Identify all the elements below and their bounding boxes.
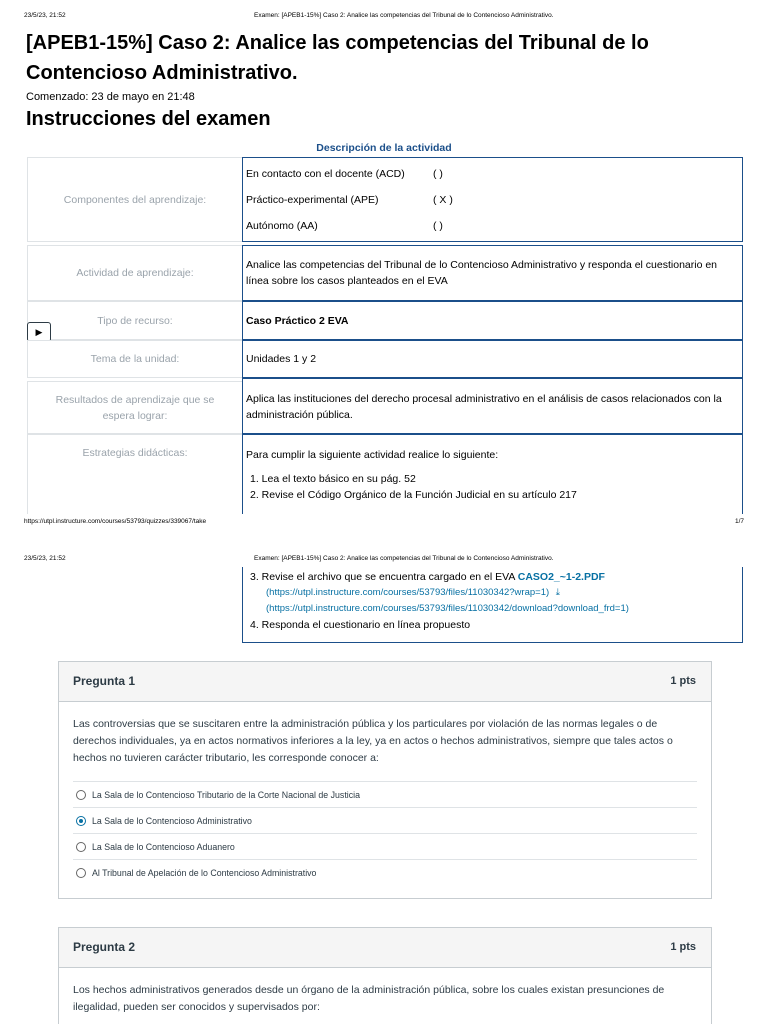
print-timestamp: 23/5/23, 21:52 bbox=[24, 12, 66, 19]
tema-label: Tema de la unidad: bbox=[27, 340, 242, 378]
estrategias-step: 1. Lea el texto básico en su pág. 52 bbox=[250, 473, 416, 485]
instructions-heading: Instrucciones del examen bbox=[26, 108, 271, 130]
componente-name: Autónomo (AA) bbox=[246, 220, 318, 232]
question-2 bbox=[58, 927, 712, 1024]
print-page-title: Examen: [APEB1-15%] Caso 2: Analice las competencias del Tribunal de lo Contencioso Administrativo. bbox=[254, 555, 554, 562]
estrategias-url-line bbox=[246, 601, 739, 617]
answer-label: Al Tribunal de Apelación de lo Contencioso Administrativo bbox=[92, 867, 317, 878]
question-text: Los hechos administrativos generados desde un órgano de la administración pública, sobre los cuales existan presunciones de ilegalidad, pueden ser conocidos y supervisados por: bbox=[73, 984, 665, 1013]
radio-button[interactable] bbox=[76, 842, 86, 852]
estrategias-step: 4. Responda el cuestionario en línea propuesto bbox=[250, 619, 471, 631]
answer-label: La Sala de lo Contencioso Administrativo bbox=[92, 815, 252, 826]
quiz-title-line2: Contencioso Administrativo. bbox=[26, 62, 298, 84]
componentes-value bbox=[242, 157, 743, 242]
question-points: 1 pts bbox=[670, 941, 696, 953]
answer-option[interactable] bbox=[73, 807, 697, 833]
componente-name: En contacto con el docente (ACD) bbox=[246, 168, 405, 180]
componente-row bbox=[246, 218, 739, 244]
quiz-title bbox=[26, 28, 726, 88]
question-points: 1 pts bbox=[670, 675, 696, 687]
estrategias-label: Estrategias didácticas: bbox=[27, 434, 242, 514]
download-icon[interactable]: ⤓ bbox=[555, 587, 560, 598]
estrategias-intro: Para cumplir la siguiente actividad realice lo siguiente: bbox=[246, 449, 499, 461]
question-text: Las controversias que se suscitaren entre la administración pública y los particulares por violación de las normas legales o de derechos individuales, ya en actos normativos inferiores a la ley, ya en actos o hechos administrativos, siempre que tales actos o hechos no tuvieren carácter tributario, les corresponde conocer a: bbox=[73, 718, 673, 764]
componente-name: Práctico-experimental (APE) bbox=[246, 194, 379, 206]
started-label: Comenzado: 23 de mayo en 21:48 bbox=[26, 91, 195, 103]
radio-button[interactable] bbox=[76, 868, 86, 878]
print-header-page2 bbox=[24, 555, 744, 565]
componente-mark: ( X ) bbox=[433, 194, 453, 206]
file-preview-link[interactable]: (https://utpl.instructure.com/courses/53793/files/11030342?wrap=1) bbox=[266, 587, 550, 598]
actividad-value: Analice las competencias del Tribunal de lo Contencioso Administrativo y responda el cuestionario en línea sobre los casos planteados en el EVA bbox=[242, 245, 743, 301]
componente-row bbox=[246, 166, 739, 192]
answer-option[interactable] bbox=[73, 833, 697, 859]
componente-mark: ( ) bbox=[433, 168, 443, 180]
question-1 bbox=[58, 661, 712, 899]
question-title: Pregunta 2 bbox=[73, 940, 136, 954]
resultados-label: Resultados de aprendizaje que se espera lograr: bbox=[27, 381, 242, 434]
question-title: Pregunta 1 bbox=[73, 674, 136, 688]
answer-option[interactable] bbox=[73, 859, 697, 885]
answer-label: La Sala de lo Contencioso Aduanero bbox=[92, 841, 235, 852]
radio-button[interactable] bbox=[76, 790, 86, 800]
answer-list bbox=[73, 781, 697, 885]
activity-description-heading: Descripción de la actividad bbox=[316, 142, 452, 154]
radio-button-selected[interactable] bbox=[76, 816, 86, 826]
caso2-pdf-link[interactable]: CASO2_~1-2.PDF bbox=[517, 571, 605, 583]
answer-option[interactable] bbox=[73, 781, 697, 807]
print-url: https://utpl.instructure.com/courses/53793/quizzes/339067/take bbox=[24, 518, 207, 525]
estrategias-value bbox=[242, 434, 743, 514]
tema-value: Unidades 1 y 2 bbox=[242, 340, 743, 378]
question-header bbox=[59, 928, 711, 968]
tipo-recurso-value: Caso Práctico 2 EVA bbox=[242, 301, 743, 340]
estrategias-step3-text: 3. Revise el archivo que se encuentra cargado en el EVA bbox=[250, 571, 518, 583]
print-page-number: 1/7 bbox=[734, 518, 744, 525]
estrategias-continued bbox=[242, 567, 743, 643]
print-timestamp: 23/5/23, 21:52 bbox=[24, 555, 66, 562]
question-header bbox=[59, 662, 711, 702]
file-download-link[interactable]: (https://utpl.instructure.com/courses/53793/files/11030342/download?download_frd=1) bbox=[266, 603, 629, 614]
play-button[interactable]: ▶ bbox=[27, 322, 51, 342]
estrategias-step bbox=[246, 569, 739, 585]
answer-label: La Sala de lo Contencioso Tributario de la Corte Nacional de Justicia bbox=[92, 789, 360, 800]
print-footer bbox=[24, 518, 744, 525]
tipo-recurso-label: Tipo de recurso: bbox=[27, 301, 242, 340]
componente-mark: ( ) bbox=[433, 220, 443, 232]
componentes-label: Componentes del aprendizaje: bbox=[27, 157, 242, 242]
quiz-title-line1: [APEB1-15%] Caso 2: Analice las competencias del Tribunal de lo bbox=[26, 32, 649, 54]
estrategias-url-line bbox=[246, 585, 739, 601]
print-page-title: Examen: [APEB1-15%] Caso 2: Analice las competencias del Tribunal de lo Contencioso Administrativo. bbox=[254, 12, 554, 19]
componente-row bbox=[246, 192, 739, 218]
print-header bbox=[24, 12, 744, 22]
resultados-value: Aplica las instituciones del derecho procesal administrativo en el análisis de casos relacionados con la administración pública. bbox=[242, 378, 743, 434]
estrategias-step: 2. Revise el Código Orgánico de la Función Judicial en su artículo 217 bbox=[250, 489, 577, 501]
actividad-label: Actividad de aprendizaje: bbox=[27, 245, 242, 301]
